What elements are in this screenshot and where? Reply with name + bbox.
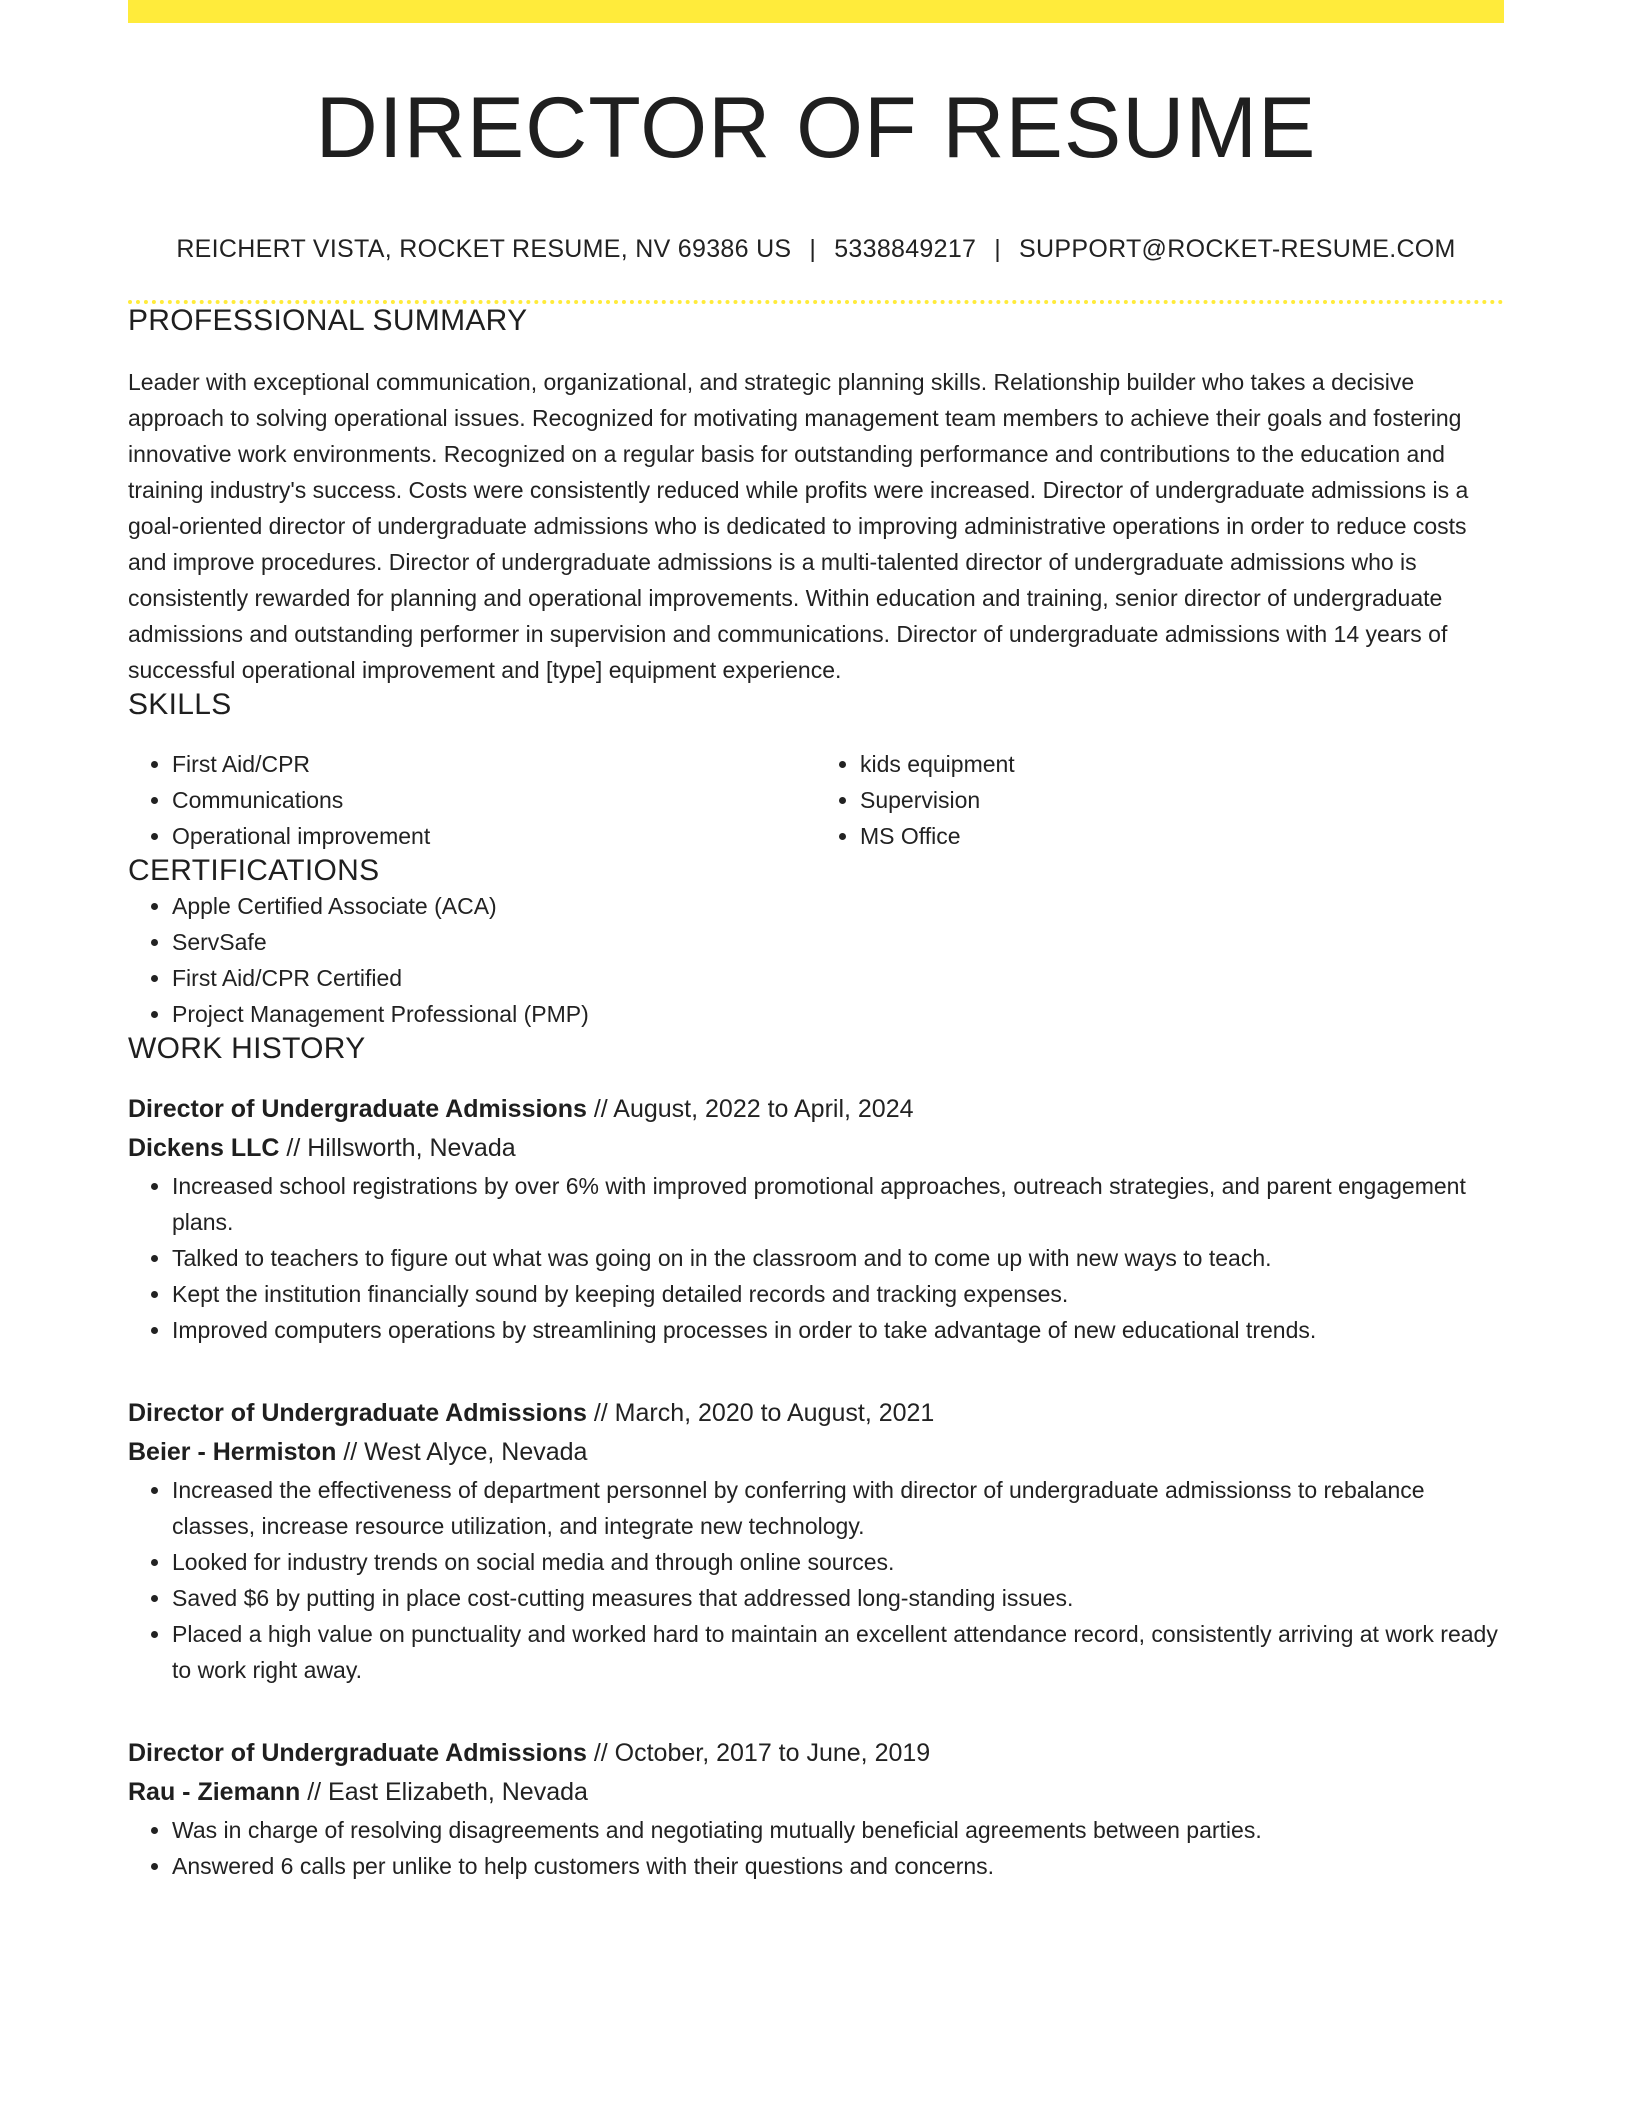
job-company: Dickens LLC xyxy=(128,1134,280,1163)
job-company-line xyxy=(128,1433,1504,1472)
certification-item: • ServSafe xyxy=(172,924,1504,960)
job-bullets xyxy=(128,1812,1504,1884)
job-company: Rau - Ziemann xyxy=(128,1778,301,1807)
skills-heading: SKILLS xyxy=(128,688,232,722)
contact-separator: | xyxy=(994,235,1002,264)
job-bullet: • Was in charge of resolving disagreements and negotiating mutually beneficial agreements between parties. xyxy=(172,1812,1504,1848)
contact-separator: | xyxy=(809,235,817,264)
job-dates: // March, 2020 to August, 2021 xyxy=(593,1399,935,1428)
job-title-line xyxy=(128,1090,1504,1129)
certifications-heading: CERTIFICATIONS xyxy=(128,854,380,888)
job-dates: // October, 2017 to June, 2019 xyxy=(593,1739,931,1768)
job-bullet: • Placed a high value on punctuality and worked hard to maintain an excellent attendance record, consistently arriving at work ready to work right away. xyxy=(172,1616,1504,1688)
certification-item: • Apple Certified Associate (ACA) xyxy=(172,888,1504,924)
contact-email: SUPPORT@ROCKET-RESUME.COM xyxy=(1019,235,1456,264)
job-entry xyxy=(128,1734,1504,1884)
skills-list-left xyxy=(128,746,816,854)
contact-phone: 5338849217 xyxy=(834,235,977,264)
accent-top-bar xyxy=(128,0,1504,23)
job-title: Director of Undergraduate Admissions xyxy=(128,1399,587,1428)
skill-item: • MS Office xyxy=(860,818,1504,854)
work-history-heading: WORK HISTORY xyxy=(128,1032,366,1066)
job-bullets xyxy=(128,1472,1504,1688)
job-bullets xyxy=(128,1168,1504,1348)
job-bullet: • Answered 6 calls per unlike to help customers with their questions and concerns. xyxy=(172,1848,1504,1884)
job-bullet: • Talked to teachers to figure out what was going on in the classroom and to come up with new ways to teach. xyxy=(172,1240,1504,1276)
job-bullet: • Saved $6 by putting in place cost-cutting measures that addressed long-standing issues. xyxy=(172,1580,1504,1616)
skill-item: • Communications xyxy=(172,782,816,818)
skill-item: • Supervision xyxy=(860,782,1504,818)
job-entry xyxy=(128,1394,1504,1688)
resume-page xyxy=(128,0,1504,1884)
summary-heading: PROFESSIONAL SUMMARY xyxy=(128,304,528,338)
job-location: // West Alyce, Nevada xyxy=(343,1438,588,1467)
job-company: Beier - Hermiston xyxy=(128,1438,337,1467)
job-bullet: • Increased the effectiveness of department personnel by conferring with director of undergraduate admissionss to rebalance classes, increase resource utilization, and integrate new technology. xyxy=(172,1472,1504,1544)
summary-text: Leader with exceptional communication, organizational, and strategic planning skills. Relationship builder who takes a decisive approach to solving operational issues. Recognized for motivating management team members to achieve their goals and fostering innovative work environments. Recognized on a regular basis for outstanding performance and contributions to the education and training industry's success. Costs were consistently reduced while profits were increased. Director of undergraduate admissions is a goal-oriented director of undergraduate admissions who is dedicated to improving administrative operations in order to reduce costs and improve procedures. Director of undergraduate admissions is a multi-talented director of undergraduate admissions who is consistently rewarded for planning and operational improvements. Within education and training, senior director of undergraduate admissions and outstanding performer in supervision and communications. Director of undergraduate admissions with 14 years of successful operational improvement and [type] equipment experience. xyxy=(128,369,1469,684)
job-title-line xyxy=(128,1734,1504,1773)
certifications-list xyxy=(128,888,1504,1032)
skill-item: • kids equipment xyxy=(860,746,1504,782)
job-entry xyxy=(128,1090,1504,1348)
certification-item: • First Aid/CPR Certified xyxy=(172,960,1504,996)
job-title-line xyxy=(128,1394,1504,1433)
certification-item: • Project Management Professional (PMP) xyxy=(172,996,1504,1032)
job-location: // East Elizabeth, Nevada xyxy=(307,1778,588,1807)
contact-line xyxy=(128,235,1504,264)
job-location: // Hillsworth, Nevada xyxy=(286,1134,516,1163)
skill-item: • Operational improvement xyxy=(172,818,816,854)
resume-name: DIRECTOR OF RESUME xyxy=(315,80,1317,176)
contact-address: REICHERT VISTA, ROCKET RESUME, NV 69386 US xyxy=(176,235,792,264)
skills-list-right xyxy=(816,746,1504,854)
job-title: Director of Undergraduate Admissions xyxy=(128,1739,587,1768)
job-bullet: • Looked for industry trends on social media and through online sources. xyxy=(172,1544,1504,1580)
skill-item: • First Aid/CPR xyxy=(172,746,816,782)
job-title: Director of Undergraduate Admissions xyxy=(128,1095,587,1124)
job-company-line xyxy=(128,1129,1504,1168)
job-bullet: • Improved computers operations by streamlining processes in order to take advantage of new educational trends. xyxy=(172,1312,1504,1348)
job-bullet: • Increased school registrations by over 6% with improved promotional approaches, outreach strategies, and parent engagement plans. xyxy=(172,1168,1504,1240)
job-dates: // August, 2022 to April, 2024 xyxy=(593,1095,914,1124)
skills-grid xyxy=(128,746,1504,854)
job-bullet: • Kept the institution financially sound by keeping detailed records and tracking expenses. xyxy=(172,1276,1504,1312)
job-company-line xyxy=(128,1773,1504,1812)
